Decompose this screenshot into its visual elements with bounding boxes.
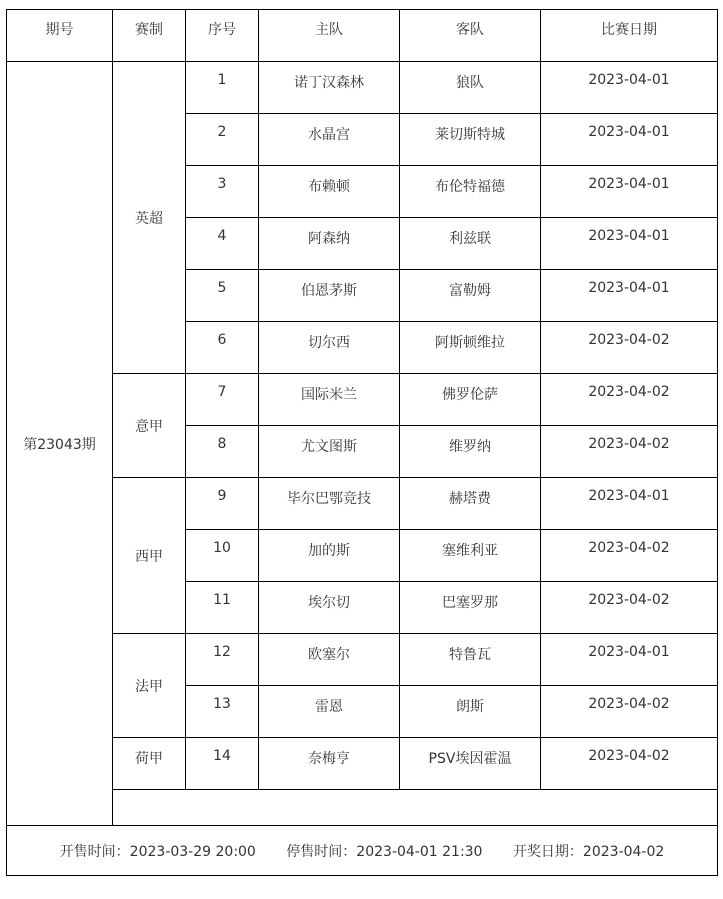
match-no: 14 [186,738,259,790]
home-team: 伯恩茅斯 [259,270,400,322]
match-no: 3 [186,166,259,218]
away-team: 利兹联 [400,218,541,270]
match-date: 2023-04-01 [541,114,718,166]
header-issue: 期号 [7,10,113,62]
home-team: 国际米兰 [259,374,400,426]
match-date: 2023-04-02 [541,530,718,582]
home-team: 阿森纳 [259,218,400,270]
match-date: 2023-04-01 [541,270,718,322]
home-team: 加的斯 [259,530,400,582]
match-date: 2023-04-01 [541,634,718,686]
home-team: 埃尔切 [259,582,400,634]
home-team: 水晶宫 [259,114,400,166]
header-no: 序号 [186,10,259,62]
match-date: 2023-04-02 [541,374,718,426]
home-team: 雷恩 [259,686,400,738]
away-team: 特鲁瓦 [400,634,541,686]
away-team: 佛罗伦萨 [400,374,541,426]
empty-cell [113,790,718,826]
home-team: 布赖顿 [259,166,400,218]
table-row [7,738,718,790]
away-team: 布伦特福德 [400,166,541,218]
match-no: 10 [186,530,259,582]
league-eredivisie: 荷甲 [113,738,186,790]
match-date: 2023-04-02 [541,582,718,634]
sale-start-time: 开售时间：2023-03-29 20:00 [59,843,256,860]
table-row [7,478,718,530]
draw-date: 开奖日期：2023-04-02 [512,843,665,860]
match-date: 2023-04-01 [541,218,718,270]
match-date: 2023-04-01 [541,62,718,114]
league-premier-league: 英超 [113,62,186,374]
league-la-liga: 西甲 [113,478,186,634]
away-team: 塞维利亚 [400,530,541,582]
match-no: 12 [186,634,259,686]
match-date: 2023-04-02 [541,426,718,478]
home-team: 尤文图斯 [259,426,400,478]
home-team: 欧塞尔 [259,634,400,686]
match-no: 11 [186,582,259,634]
fixtures-table [6,9,718,876]
away-team: 阿斯顿维拉 [400,322,541,374]
issue-number: 第23043期 [7,62,113,826]
match-no: 5 [186,270,259,322]
match-date: 2023-04-02 [541,686,718,738]
sale-stop-time: 停售时间：2023-04-01 21:30 [286,843,483,860]
league-serie-a: 意甲 [113,374,186,478]
header-away: 客队 [400,10,541,62]
header-date: 比赛日期 [541,10,718,62]
match-date: 2023-04-02 [541,738,718,790]
home-team: 切尔西 [259,322,400,374]
table-row [7,62,718,114]
match-no: 13 [186,686,259,738]
match-date: 2023-04-01 [541,166,718,218]
header-league: 赛制 [113,10,186,62]
header-home: 主队 [259,10,400,62]
away-team: 朗斯 [400,686,541,738]
footer-cell [7,826,718,876]
match-no: 2 [186,114,259,166]
league-ligue-1: 法甲 [113,634,186,738]
match-no: 1 [186,62,259,114]
match-no: 9 [186,478,259,530]
footer-row [7,826,718,876]
table-row [7,634,718,686]
away-team: 赫塔费 [400,478,541,530]
home-team: 奈梅亨 [259,738,400,790]
away-team: 维罗纳 [400,426,541,478]
away-team: 狼队 [400,62,541,114]
away-team: PSV埃因霍温 [400,738,541,790]
table-row [7,374,718,426]
match-no: 7 [186,374,259,426]
home-team: 诺丁汉森林 [259,62,400,114]
away-team: 莱切斯特城 [400,114,541,166]
match-no: 4 [186,218,259,270]
away-team: 富勒姆 [400,270,541,322]
match-no: 6 [186,322,259,374]
match-date: 2023-04-02 [541,322,718,374]
away-team: 巴塞罗那 [400,582,541,634]
match-no: 8 [186,426,259,478]
match-date: 2023-04-01 [541,478,718,530]
header-row [7,10,718,62]
home-team: 毕尔巴鄂竞技 [259,478,400,530]
empty-row [7,790,718,826]
